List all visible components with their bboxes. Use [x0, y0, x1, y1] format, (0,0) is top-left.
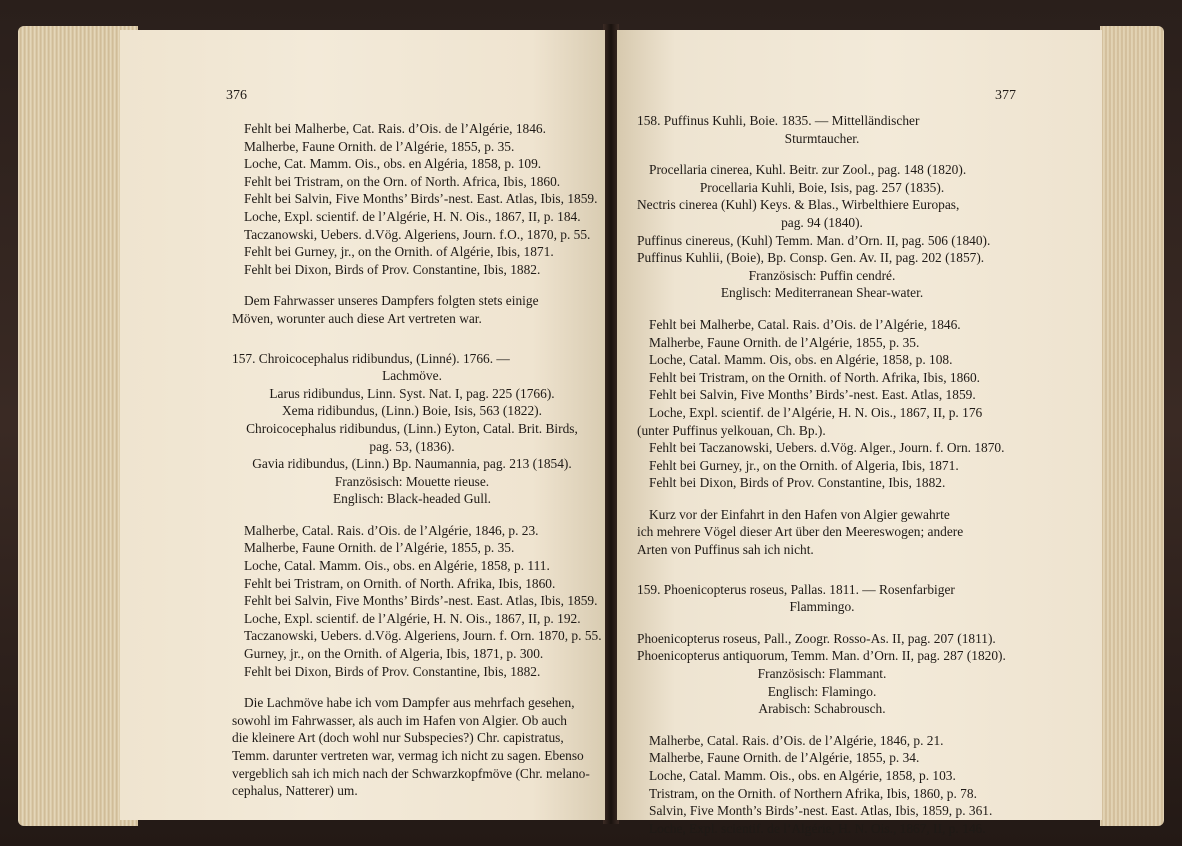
text-line: pag. 53, (1836).	[369, 438, 455, 454]
text-line: Gavia ridibundus, (Linn.) Bp. Naumannia, pag. 213 (1854).	[252, 456, 572, 472]
text-line: ich mehrere Vögel dieser Art über den Meereswogen; andere	[637, 524, 964, 540]
text-line: Sturmtaucher.	[784, 130, 860, 146]
text-line: Malherbe, Faune Ornith. de l’Algérie, 1855, p. 35.	[649, 334, 920, 350]
text-line: Fehlt bei Taczanowski, Uebers. d.Vög. Alger., Journ. f. Orn. 1870.	[649, 440, 1005, 456]
text-line: Fehlt bei Gurney, jr., on the Ornith. of Algérie, Ibis, 1871.	[244, 244, 554, 260]
species-heading: 158. Puffinus Kuhli, Boie. 1835. — Mittelländischer	[637, 113, 920, 128]
text-line: Nectris cinerea (Kuhl) Keys. & Blas., Wirbelthiere Europas,	[637, 197, 960, 213]
text-line: Malherbe, Faune Ornith. de l’Algérie, 1855, p. 34.	[649, 750, 920, 766]
text-line: Möven, worunter auch diese Art vertreten war.	[232, 310, 482, 326]
species-heading: 159. Phoenicopterus roseus, Pallas. 1811. — Rosenfarbiger	[637, 581, 955, 597]
paragraph-gap	[637, 718, 1007, 732]
text-line: Loche, Catal. Mamm. Ois, obs. en Algérie, 1858, p. 108.	[649, 352, 953, 368]
text-line: Malherbe, Faune Ornith. de l’Algérie, 1855, p. 35.	[244, 540, 515, 556]
text-line: Loche, Expl. scientif. de l’Algérie, H. N. Ois., 1867, II, p. 146.	[649, 820, 986, 836]
text-line: Flammingo.	[789, 599, 855, 615]
text-line: Fehlt bei Dixon, Birds of Prov. Constantine, Ibis, 1882.	[244, 663, 541, 679]
text-line: Kurz vor der Einfahrt in den Hafen von Algier gewahrte	[649, 506, 950, 522]
text-line: Arabisch: Schabrousch.	[758, 701, 886, 717]
text-line: Lachmöve.	[382, 368, 442, 384]
right-page	[617, 30, 1102, 836]
text-line: pag. 94 (1840).	[781, 214, 863, 230]
text-line: Procellaria Kuhli, Boie, Isis, pag. 257 (1835).	[699, 179, 945, 195]
text-line: Puffinus Kuhlii, (Boie), Bp. Consp. Gen. Av. II, pag. 202 (1857).	[637, 250, 985, 266]
page-number: 377	[995, 88, 1016, 103]
text-line: Französisch: Puffin cendré.	[748, 267, 896, 283]
text-line: Fehlt bei Malherbe, Cat. Rais. d’Ois. de l’Algérie, 1846.	[244, 121, 546, 136]
text-line: Puffinus cinereus, (Kuhl) Temm. Man. d’Orn. II, pag. 506 (1840).	[637, 232, 991, 248]
paragraph-gap	[637, 147, 1007, 161]
text-line: vergeblich sah ich mich nach der Schwarzkopfmöve (Chr. melano-	[232, 765, 590, 781]
text-line: Xema ridibundus, (Linn.) Boie, Isis, 563 (1822).	[282, 403, 542, 419]
paragraph-gap	[232, 328, 592, 350]
text-line: Fehlt bei Tristram, on the Ornith. of North. Afrika, Ibis, 1860.	[649, 369, 981, 385]
text-line: Englisch: Black-headed Gull.	[332, 491, 492, 507]
text-line: Procellaria cinerea, Kuhl. Beitr. zur Zool., pag. 148 (1820).	[649, 162, 967, 178]
text-line: Salvin, Five Month’s Birds’-nest. East. Atlas, Ibis, 1859, p. 361.	[649, 803, 993, 819]
text-line: Taczanowski, Uebers. d.Vög. Algeriens, Journ. f. Orn. 1870, p. 55.	[244, 628, 602, 644]
page-text	[637, 112, 1007, 837]
text-line: die kleinere Art (doch wohl nur Subspecies?) Chr. capistratus,	[232, 730, 564, 746]
text-line: Dem Fahrwasser unseres Dampfers folgten stets einige	[244, 293, 539, 309]
text-line: Die Lachmöve habe ich vom Dampfer aus mehrfach gesehen,	[244, 695, 575, 711]
text-line: Temm. darunter vertreten war, vermag ich nicht zu sagen. Ebenso	[232, 748, 584, 763]
text-line: Chroicocephalus ridibundus, (Linn.) Eyton, Catal. Brit. Birds,	[246, 420, 578, 436]
text-line: Fehlt bei Salvin, Five Months’ Birds’-nest. East. Atlas, 1859.	[649, 387, 976, 403]
text-line: Malherbe, Catal. Rais. d’Ois. de l’Algérie, 1846, p. 23.	[244, 522, 539, 538]
text-line: Loche, Cat. Mamm. Ois., obs. en Algéria, 1858, p. 109.	[244, 156, 542, 172]
paragraph-gap	[232, 278, 592, 292]
paragraph-gap	[637, 559, 1007, 581]
paragraph-gap	[637, 302, 1007, 316]
paragraph-gap	[232, 680, 592, 694]
text-line: Taczanowski, Uebers. d.Vög. Algeriens, Journ. f.O., 1870, p. 55.	[244, 226, 591, 242]
text-line: Phoenicopterus antiquorum, Temm. Man. d’Orn. II, pag. 287 (1820).	[637, 648, 1006, 664]
text-line: Loche, Catal. Mamm. Ois., obs. en Algérie, 1858, p. 111.	[244, 558, 550, 574]
text-line: Fehlt bei Gurney, jr., on the Ornith. of Algeria, Ibis, 1871.	[649, 457, 959, 473]
text-line: Loche, Catal. Mamm. Ois., obs. en Algérie, 1858, p. 103.	[649, 768, 956, 783]
text-line: Fehlt bei Tristram, on Ornith. of North. Afrika, Ibis, 1860.	[244, 575, 556, 591]
text-line: Malherbe, Faune Ornith. de l’Algérie, 1855, p. 35.	[244, 138, 515, 154]
text-line: Loche, Expl. scientif. de l’Algérie, H. N. Ois., 1867, II, p. 184.	[244, 208, 581, 224]
text-line: Arten von Puffinus sah ich nicht.	[637, 542, 814, 558]
text-line: Loche, Expl. scientif. de l’Algérie, H. N. Ois., 1867, II, p. 176	[649, 404, 983, 420]
left-page	[120, 30, 605, 820]
paragraph-gap	[637, 616, 1007, 630]
page-edges-right	[1100, 26, 1164, 826]
text-line: Fehlt bei Tristram, on the Orn. of North. Africa, Ibis, 1860.	[244, 173, 561, 189]
text-line: Englisch: Flamingo.	[767, 683, 877, 699]
page-number: 376	[226, 88, 247, 103]
text-line: Fehlt bei Salvin, Five Months’ Birds’-nest. East. Atlas, Ibis, 1859.	[244, 593, 598, 609]
text-line: cephalus, Natterer) um.	[232, 783, 358, 799]
paragraph-gap	[232, 508, 592, 522]
text-line: sowohl im Fahrwasser, als auch im Hafen von Algier. Ob auch	[232, 712, 567, 728]
text-line: (unter Puffinus yelkouan, Ch. Bp.).	[637, 422, 826, 438]
text-line: Fehlt bei Dixon, Birds of Prov. Constantine, Ibis, 1882.	[649, 475, 946, 491]
text-line: Fehlt bei Malherbe, Catal. Rais. d’Ois. de l’Algérie, 1846.	[649, 316, 961, 332]
text-line: Malherbe, Catal. Rais. d’Ois. de l’Algérie, 1846, p. 21.	[649, 732, 944, 748]
text-line: Fehlt bei Salvin, Five Months’ Birds’-nest. East. Atlas, Ibis, 1859.	[244, 191, 598, 207]
page-text	[232, 120, 602, 800]
text-line: Gurney, jr., on the Ornith. of Algeria, Ibis, 1871, p. 300.	[244, 646, 544, 662]
text-line: Tristram, on the Ornith. of Northern Afrika, Ibis, 1860, p. 78.	[649, 785, 977, 801]
text-line: Larus ridibundus, Linn. Syst. Nat. I, pag. 225 (1766).	[269, 385, 555, 401]
text-line: Französisch: Flammant.	[757, 666, 887, 682]
text-line: Fehlt bei Dixon, Birds of Prov. Constantine, Ibis, 1882.	[244, 261, 541, 277]
text-line: Französisch: Mouette rieuse.	[334, 473, 490, 489]
species-heading: 157. Chroicocephalus ridibundus, (Linné). 1766. —	[232, 350, 510, 366]
paragraph-gap	[637, 492, 1007, 506]
text-line: Englisch: Mediterranean Shear-water.	[720, 285, 924, 301]
text-line: Loche, Expl. scientif. de l’Algérie, H. N. Ois., 1867, II, p. 192.	[244, 610, 581, 626]
text-line: Phoenicopterus roseus, Pall., Zoogr. Rosso-As. II, pag. 207 (1811).	[637, 630, 996, 646]
